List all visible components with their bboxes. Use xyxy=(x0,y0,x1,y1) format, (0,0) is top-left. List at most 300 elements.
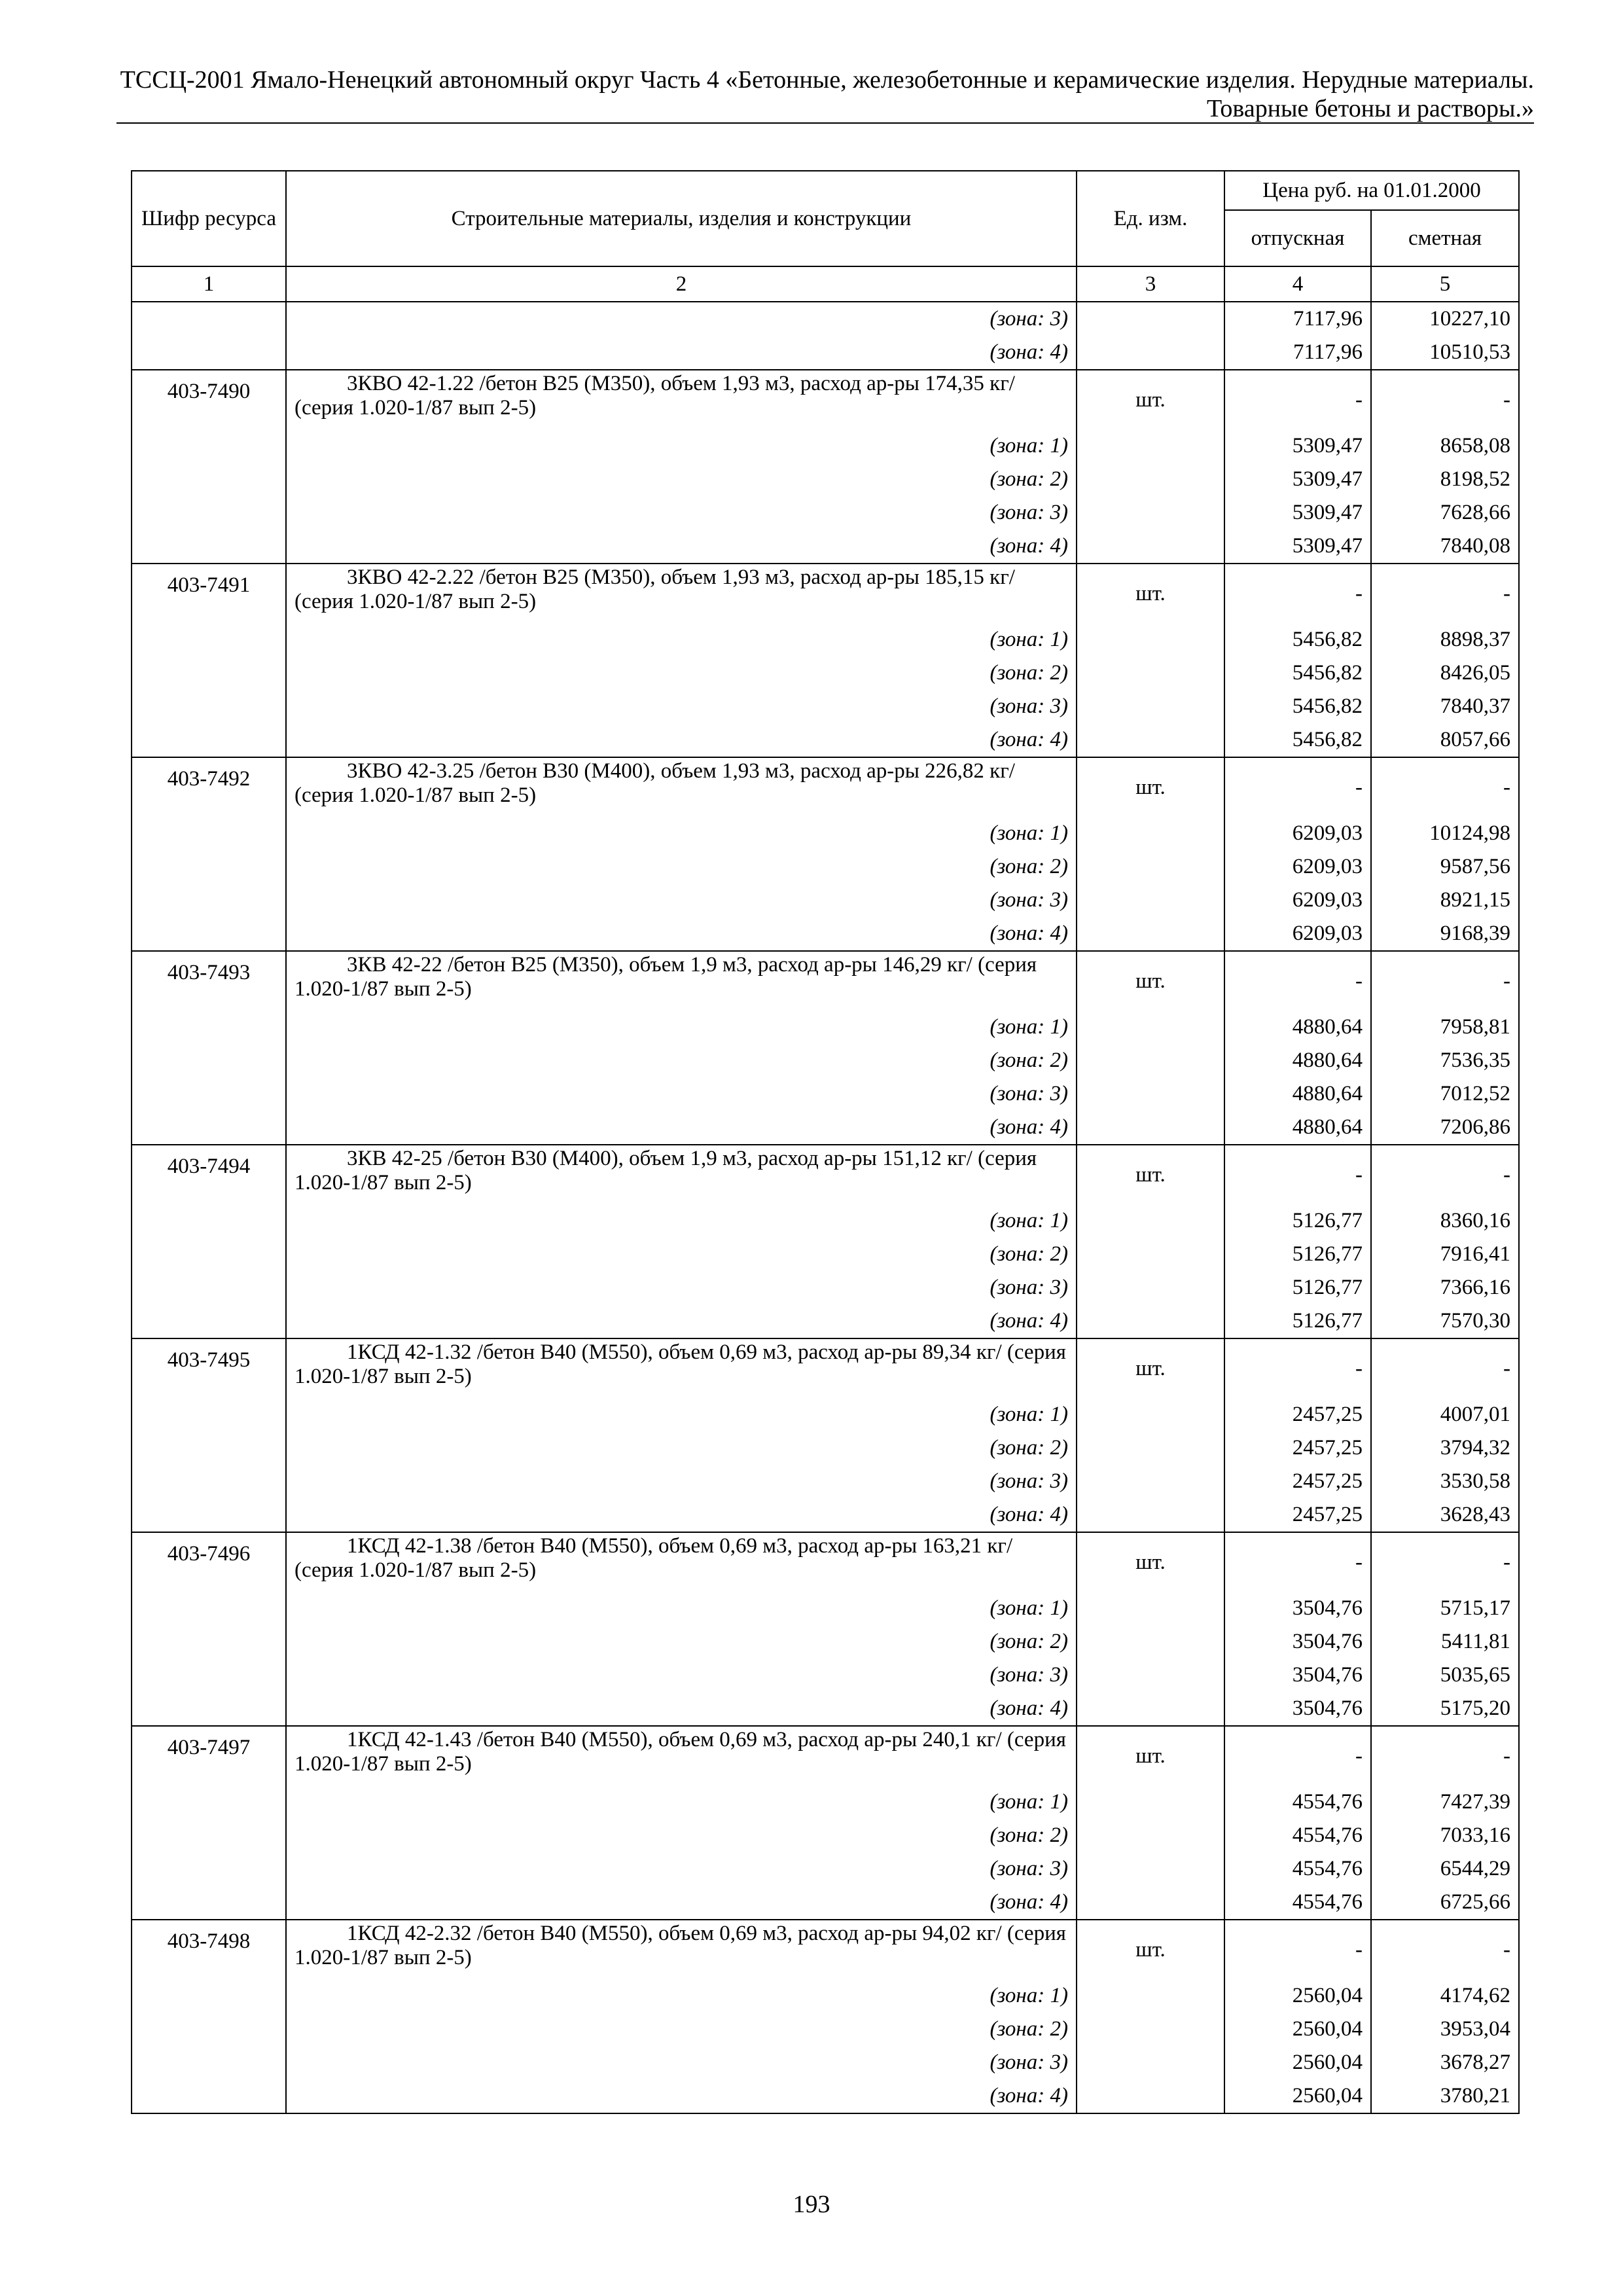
zone-label: (зона: 1) xyxy=(286,1398,1077,1431)
zone-label: (зона: 3) xyxy=(286,1659,1077,1692)
zone-label: (зона: 2) xyxy=(286,1431,1077,1465)
zone-label: (зона: 3) xyxy=(286,1852,1077,1886)
code-cell xyxy=(132,496,286,529)
estimate-price: 10227,10 xyxy=(1371,302,1519,336)
resource-code: 403-7494 xyxy=(132,1145,286,1204)
zone-row xyxy=(132,917,1519,951)
estimate-price: 8658,08 xyxy=(1371,429,1519,463)
release-price: 4880,64 xyxy=(1224,1111,1371,1145)
estimate-price: 5715,17 xyxy=(1371,1592,1519,1625)
zone-row xyxy=(132,1011,1519,1044)
table-row xyxy=(132,1145,1519,1204)
code-cell xyxy=(132,1979,286,2013)
zone-row xyxy=(132,1044,1519,1077)
estimate-price: 7840,37 xyxy=(1371,690,1519,723)
unit-cell: шт. xyxy=(1077,1532,1224,1592)
header-line-2: Товарные бетоны и растворы.» xyxy=(1207,95,1534,122)
unit-cell xyxy=(1077,884,1224,917)
description-text: 1КСД 42-2.32 /бетон В40 (М550), объем 0,69 м3, расход ар-ры 94,02 кг/ (серия 1.020-1/87 вып 2-5) xyxy=(294,1922,1066,1969)
header-line-1: ТССЦ-2001 Ямало-Ненецкий автономный округ Часть 4 «Бетонные, железобетонные и керамические изделия. Нерудные материалы. xyxy=(120,66,1534,94)
estimate-price: 3780,21 xyxy=(1371,2079,1519,2113)
estimate-price: 5175,20 xyxy=(1371,1692,1519,1726)
code-cell xyxy=(132,2079,286,2113)
item-description xyxy=(286,1145,1077,1204)
zone-label: (зона: 4) xyxy=(286,1886,1077,1920)
zone-label: (зона: 2) xyxy=(286,1238,1077,1271)
item-description xyxy=(286,564,1077,623)
release-price: 5126,77 xyxy=(1224,1238,1371,1271)
zone-label: (зона: 2) xyxy=(286,2013,1077,2046)
estimate-price: 3678,27 xyxy=(1371,2046,1519,2079)
unit-cell: шт. xyxy=(1077,757,1224,817)
code-cell xyxy=(132,463,286,496)
zone-label: (зона: 2) xyxy=(286,850,1077,884)
col-number: 3 xyxy=(1077,266,1224,302)
col-header-release: отпускная xyxy=(1224,210,1371,266)
estimate-price: 8921,15 xyxy=(1371,884,1519,917)
unit-cell xyxy=(1077,1044,1224,1077)
estimate-price: 7958,81 xyxy=(1371,1011,1519,1044)
resource-code: 403-7497 xyxy=(132,1726,286,1785)
release-price: 5309,47 xyxy=(1224,529,1371,564)
zone-row xyxy=(132,2013,1519,2046)
code-cell xyxy=(132,1238,286,1271)
zone-row xyxy=(132,1204,1519,1238)
code-cell xyxy=(132,917,286,951)
release-price: 7117,96 xyxy=(1224,302,1371,336)
release-price: 5456,82 xyxy=(1224,623,1371,656)
unit-cell xyxy=(1077,2046,1224,2079)
zone-row xyxy=(132,1431,1519,1465)
table-row xyxy=(132,757,1519,817)
zone-row xyxy=(132,1692,1519,1726)
zone-label: (зона: 1) xyxy=(286,1592,1077,1625)
zone-label: (зона: 2) xyxy=(286,1044,1077,1077)
zone-row xyxy=(132,1465,1519,1498)
code-cell xyxy=(132,1692,286,1726)
code-cell xyxy=(132,1886,286,1920)
code-cell xyxy=(132,1498,286,1532)
code-cell xyxy=(132,1011,286,1044)
zone-label: (зона: 3) xyxy=(286,884,1077,917)
unit-cell: шт. xyxy=(1077,370,1224,429)
release-price: 5456,82 xyxy=(1224,656,1371,690)
zone-row xyxy=(132,850,1519,884)
zone-row xyxy=(132,1785,1519,1819)
release-price: - xyxy=(1224,1920,1371,1979)
table-row xyxy=(132,1338,1519,1398)
zone-label: (зона: 4) xyxy=(286,917,1077,951)
estimate-price: 6544,29 xyxy=(1371,1852,1519,1886)
description-text: 1КСД 42-1.38 /бетон В40 (М550), объем 0,69 м3, расход ар-ры 163,21 кг/ (серия 1.020-1/87 вып 2-5) xyxy=(294,1534,1013,1582)
unit-cell xyxy=(1077,1625,1224,1659)
unit-cell xyxy=(1077,1659,1224,1692)
item-description xyxy=(286,370,1077,429)
estimate-price: - xyxy=(1371,1338,1519,1398)
code-cell xyxy=(132,2013,286,2046)
zone-label: (зона: 4) xyxy=(286,1498,1077,1532)
code-cell xyxy=(132,1659,286,1692)
estimate-price: 10510,53 xyxy=(1371,336,1519,370)
release-price: 5309,47 xyxy=(1224,463,1371,496)
estimate-price: 8898,37 xyxy=(1371,623,1519,656)
zone-label: (зона: 2) xyxy=(286,656,1077,690)
zone-label: (зона: 1) xyxy=(286,1979,1077,2013)
estimate-price: 7570,30 xyxy=(1371,1304,1519,1338)
unit-cell xyxy=(1077,1204,1224,1238)
code-cell xyxy=(132,723,286,757)
description-text: 1КСД 42-1.43 /бетон В40 (М550), объем 0,69 м3, расход ар-ры 240,1 кг/ (серия 1.020-1/87 вып 2-5) xyxy=(294,1728,1066,1776)
release-price: 4554,76 xyxy=(1224,1852,1371,1886)
estimate-price: 7033,16 xyxy=(1371,1819,1519,1852)
page-number: 193 xyxy=(793,2191,830,2218)
release-price: 6209,03 xyxy=(1224,884,1371,917)
estimate-price: 3953,04 xyxy=(1371,2013,1519,2046)
unit-cell: шт. xyxy=(1077,951,1224,1011)
col-header-price-group: Цена руб. на 01.01.2000 xyxy=(1224,171,1519,210)
code-cell xyxy=(132,1111,286,1145)
zone-label: (зона: 2) xyxy=(286,1819,1077,1852)
zone-row xyxy=(132,884,1519,917)
release-price: 4554,76 xyxy=(1224,1886,1371,1920)
release-price: 6209,03 xyxy=(1224,817,1371,850)
code-cell xyxy=(132,1819,286,1852)
code-cell xyxy=(132,2046,286,2079)
unit-cell xyxy=(1077,1592,1224,1625)
unit-cell xyxy=(1077,1785,1224,1819)
unit-cell xyxy=(1077,690,1224,723)
description-text: 3КВО 42-3.25 /бетон В30 (М400), объем 1,93 м3, расход ар-ры 226,82 кг/ (серия 1.020-1/87 вып 2-5) xyxy=(294,759,1015,807)
code-cell xyxy=(132,850,286,884)
estimate-price: 3794,32 xyxy=(1371,1431,1519,1465)
release-price: - xyxy=(1224,564,1371,623)
zone-label: (зона: 3) xyxy=(286,496,1077,529)
release-price: 5126,77 xyxy=(1224,1271,1371,1304)
release-price: 3504,76 xyxy=(1224,1692,1371,1726)
estimate-price: 5411,81 xyxy=(1371,1625,1519,1659)
estimate-price: 7916,41 xyxy=(1371,1238,1519,1271)
estimate-price: - xyxy=(1371,564,1519,623)
unit-cell xyxy=(1077,2013,1224,2046)
unit-cell xyxy=(1077,656,1224,690)
col-header-name: Строительные материалы, изделия и конструкции xyxy=(286,171,1077,266)
estimate-price: 3628,43 xyxy=(1371,1498,1519,1532)
zone-label: (зона: 4) xyxy=(286,723,1077,757)
zone-row xyxy=(132,529,1519,564)
description-text: 1КСД 42-1.32 /бетон В40 (М550), объем 0,69 м3, расход ар-ры 89,34 кг/ (серия 1.020-1/87 вып 2-5) xyxy=(294,1340,1066,1388)
zone-label: (зона: 1) xyxy=(286,429,1077,463)
release-price: - xyxy=(1224,1726,1371,1785)
zone-label: (зона: 4) xyxy=(286,1111,1077,1145)
item-description xyxy=(286,1726,1077,1785)
unit-cell xyxy=(1077,1238,1224,1271)
release-price: - xyxy=(1224,1145,1371,1204)
estimate-price: 7206,86 xyxy=(1371,1111,1519,1145)
resource-code: 403-7496 xyxy=(132,1532,286,1592)
unit-cell xyxy=(1077,1979,1224,2013)
release-price: 2560,04 xyxy=(1224,2046,1371,2079)
zone-row xyxy=(132,1886,1519,1920)
unit-cell: шт. xyxy=(1077,1726,1224,1785)
unit-cell: шт. xyxy=(1077,1145,1224,1204)
code-cell xyxy=(132,817,286,850)
col-number: 4 xyxy=(1224,266,1371,302)
estimate-price: - xyxy=(1371,757,1519,817)
estimate-price: 6725,66 xyxy=(1371,1886,1519,1920)
item-description xyxy=(286,1338,1077,1398)
release-price: - xyxy=(1224,951,1371,1011)
code-cell xyxy=(132,1431,286,1465)
table-row xyxy=(132,1920,1519,1979)
release-price: 3504,76 xyxy=(1224,1659,1371,1692)
unit-cell xyxy=(1077,1692,1224,1726)
zone-row xyxy=(132,1819,1519,1852)
resource-code: 403-7490 xyxy=(132,370,286,429)
code-cell xyxy=(132,1271,286,1304)
release-price: 3504,76 xyxy=(1224,1625,1371,1659)
zone-label: (зона: 1) xyxy=(286,1785,1077,1819)
zone-row xyxy=(132,723,1519,757)
zone-label: (зона: 1) xyxy=(286,623,1077,656)
code-cell xyxy=(132,1304,286,1338)
estimate-price: 7427,39 xyxy=(1371,1785,1519,1819)
estimate-price: - xyxy=(1371,951,1519,1011)
unit-cell xyxy=(1077,336,1224,370)
col-header-code: Шифр ресурса xyxy=(132,171,286,266)
resource-code: 403-7498 xyxy=(132,1920,286,1979)
zone-label: (зона: 2) xyxy=(286,463,1077,496)
unit-cell xyxy=(1077,2079,1224,2113)
zone-row xyxy=(132,1304,1519,1338)
col-number: 2 xyxy=(286,266,1077,302)
release-price: 5126,77 xyxy=(1224,1204,1371,1238)
unit-cell xyxy=(1077,496,1224,529)
release-price: 2457,25 xyxy=(1224,1431,1371,1465)
description-text: 3КВО 42-2.22 /бетон В25 (М350), объем 1,93 м3, расход ар-ры 185,15 кг/ (серия 1.020-1/87 вып 2-5) xyxy=(294,565,1015,613)
release-price: 4554,76 xyxy=(1224,1785,1371,1819)
unit-cell xyxy=(1077,723,1224,757)
unit-cell xyxy=(1077,302,1224,336)
description-text: 3КВО 42-1.22 /бетон В25 (М350), объем 1,93 м3, расход ар-ры 174,35 кг/ (серия 1.020-1/87 вып 2-5) xyxy=(294,372,1015,420)
resource-code: 403-7492 xyxy=(132,757,286,817)
zone-row xyxy=(132,1592,1519,1625)
header-divider xyxy=(116,122,1534,124)
zone-label: (зона: 4) xyxy=(286,1692,1077,1726)
page-header xyxy=(116,65,1534,123)
estimate-price: 9168,39 xyxy=(1371,917,1519,951)
release-price: - xyxy=(1224,1338,1371,1398)
zone-row xyxy=(132,1498,1519,1532)
estimate-price: 7366,16 xyxy=(1371,1271,1519,1304)
estimate-price: 7536,35 xyxy=(1371,1044,1519,1077)
zone-label: (зона: 1) xyxy=(286,817,1077,850)
estimate-price: - xyxy=(1371,1532,1519,1592)
table-row xyxy=(132,951,1519,1011)
unit-cell xyxy=(1077,1886,1224,1920)
zone-row xyxy=(132,817,1519,850)
table-row xyxy=(132,564,1519,623)
code-cell xyxy=(132,884,286,917)
release-price: 2457,25 xyxy=(1224,1465,1371,1498)
description-text: 3КВ 42-25 /бетон В30 (М400), объем 1,9 м3, расход ар-ры 151,12 кг/ (серия 1.020-1/87 вып 2-5) xyxy=(294,1147,1037,1194)
unit-cell xyxy=(1077,429,1224,463)
zone-label: (зона: 3) xyxy=(286,1077,1077,1111)
zone-row xyxy=(132,1852,1519,1886)
code-cell xyxy=(132,336,286,370)
unit-cell xyxy=(1077,1819,1224,1852)
zone-row xyxy=(132,336,1519,370)
estimate-price: 7012,52 xyxy=(1371,1077,1519,1111)
zone-row xyxy=(132,496,1519,529)
zone-label: (зона: 3) xyxy=(286,1271,1077,1304)
resource-code: 403-7495 xyxy=(132,1338,286,1398)
release-price: 5309,47 xyxy=(1224,496,1371,529)
unit-cell xyxy=(1077,529,1224,564)
code-cell xyxy=(132,302,286,336)
release-price: 6209,03 xyxy=(1224,917,1371,951)
estimate-price: - xyxy=(1371,1726,1519,1785)
zone-label: (зона: 3) xyxy=(286,2046,1077,2079)
release-price: 2560,04 xyxy=(1224,2079,1371,2113)
unit-cell xyxy=(1077,1431,1224,1465)
code-cell xyxy=(132,429,286,463)
zone-row xyxy=(132,623,1519,656)
unit-cell xyxy=(1077,1077,1224,1111)
code-cell xyxy=(132,1077,286,1111)
zone-row xyxy=(132,429,1519,463)
estimate-price: 8426,05 xyxy=(1371,656,1519,690)
zone-row xyxy=(132,2079,1519,2113)
estimate-price: 8057,66 xyxy=(1371,723,1519,757)
col-header-unit: Ед. изм. xyxy=(1077,171,1224,266)
code-cell xyxy=(132,1625,286,1659)
table-row xyxy=(132,1726,1519,1785)
zone-row xyxy=(132,1077,1519,1111)
col-number: 1 xyxy=(132,266,286,302)
zone-label: (зона: 4) xyxy=(286,1304,1077,1338)
release-price: 5456,82 xyxy=(1224,723,1371,757)
release-price: 7117,96 xyxy=(1224,336,1371,370)
item-description xyxy=(286,951,1077,1011)
release-price: 6209,03 xyxy=(1224,850,1371,884)
estimate-price: 5035,65 xyxy=(1371,1659,1519,1692)
release-price: - xyxy=(1224,370,1371,429)
zone-row xyxy=(132,1659,1519,1692)
unit-cell xyxy=(1077,917,1224,951)
zone-row xyxy=(132,463,1519,496)
unit-cell xyxy=(1077,623,1224,656)
estimate-price: 8360,16 xyxy=(1371,1204,1519,1238)
zone-label: (зона: 4) xyxy=(286,336,1077,370)
unit-cell xyxy=(1077,1465,1224,1498)
zone-row xyxy=(132,1238,1519,1271)
unit-cell xyxy=(1077,1852,1224,1886)
release-price: 4880,64 xyxy=(1224,1077,1371,1111)
zone-label: (зона: 1) xyxy=(286,1204,1077,1238)
code-cell xyxy=(132,529,286,564)
unit-cell xyxy=(1077,850,1224,884)
estimate-price: - xyxy=(1371,1920,1519,1979)
unit-cell xyxy=(1077,1011,1224,1044)
zone-row xyxy=(132,690,1519,723)
estimate-price: 9587,56 xyxy=(1371,850,1519,884)
code-cell xyxy=(132,1592,286,1625)
unit-cell xyxy=(1077,1271,1224,1304)
estimate-price: 7840,08 xyxy=(1371,529,1519,564)
code-cell xyxy=(132,1044,286,1077)
table-row xyxy=(132,370,1519,429)
release-price: 5126,77 xyxy=(1224,1304,1371,1338)
unit-cell: шт. xyxy=(1077,1338,1224,1398)
resource-code: 403-7491 xyxy=(132,564,286,623)
unit-cell xyxy=(1077,1498,1224,1532)
zone-label: (зона: 4) xyxy=(286,2079,1077,2113)
code-cell xyxy=(132,690,286,723)
estimate-price: 7628,66 xyxy=(1371,496,1519,529)
code-cell xyxy=(132,1465,286,1498)
release-price: 4880,64 xyxy=(1224,1044,1371,1077)
release-price: 5456,82 xyxy=(1224,690,1371,723)
zone-row xyxy=(132,1979,1519,2013)
release-price: 2457,25 xyxy=(1224,1498,1371,1532)
zone-label: (зона: 1) xyxy=(286,1011,1077,1044)
estimate-price: 8198,52 xyxy=(1371,463,1519,496)
code-cell xyxy=(132,1398,286,1431)
zone-row xyxy=(132,1111,1519,1145)
zone-row xyxy=(132,1398,1519,1431)
zone-label: (зона: 3) xyxy=(286,302,1077,336)
item-description xyxy=(286,1532,1077,1592)
item-description xyxy=(286,1920,1077,1979)
release-price: 2560,04 xyxy=(1224,2013,1371,2046)
zone-row xyxy=(132,1625,1519,1659)
price-table xyxy=(131,170,1520,2114)
item-description xyxy=(286,757,1077,817)
unit-cell xyxy=(1077,1111,1224,1145)
code-cell xyxy=(132,1204,286,1238)
col-number: 5 xyxy=(1371,266,1519,302)
zone-label: (зона: 3) xyxy=(286,1465,1077,1498)
estimate-price: 4174,62 xyxy=(1371,1979,1519,2013)
code-cell xyxy=(132,656,286,690)
zone-label: (зона: 4) xyxy=(286,529,1077,564)
unit-cell: шт. xyxy=(1077,1920,1224,1979)
zone-label: (зона: 2) xyxy=(286,1625,1077,1659)
estimate-price: - xyxy=(1371,1145,1519,1204)
code-cell xyxy=(132,623,286,656)
table-body xyxy=(132,302,1519,2113)
description-text: 3КВ 42-22 /бетон В25 (М350), объем 1,9 м3, расход ар-ры 146,29 кг/ (серия 1.020-1/87 вып 2-5) xyxy=(294,953,1037,1001)
release-price: - xyxy=(1224,1532,1371,1592)
resource-code: 403-7493 xyxy=(132,951,286,1011)
unit-cell xyxy=(1077,463,1224,496)
estimate-price: - xyxy=(1371,370,1519,429)
release-price: 4880,64 xyxy=(1224,1011,1371,1044)
zone-row xyxy=(132,302,1519,336)
estimate-price: 10124,98 xyxy=(1371,817,1519,850)
zone-row xyxy=(132,2046,1519,2079)
release-price: 2457,25 xyxy=(1224,1398,1371,1431)
release-price: 4554,76 xyxy=(1224,1819,1371,1852)
col-header-estimate: сметная xyxy=(1371,210,1519,266)
release-price: 5309,47 xyxy=(1224,429,1371,463)
code-cell xyxy=(132,1852,286,1886)
estimate-price: 4007,01 xyxy=(1371,1398,1519,1431)
release-price: 3504,76 xyxy=(1224,1592,1371,1625)
unit-cell xyxy=(1077,1398,1224,1431)
unit-cell xyxy=(1077,1304,1224,1338)
zone-row xyxy=(132,1271,1519,1304)
